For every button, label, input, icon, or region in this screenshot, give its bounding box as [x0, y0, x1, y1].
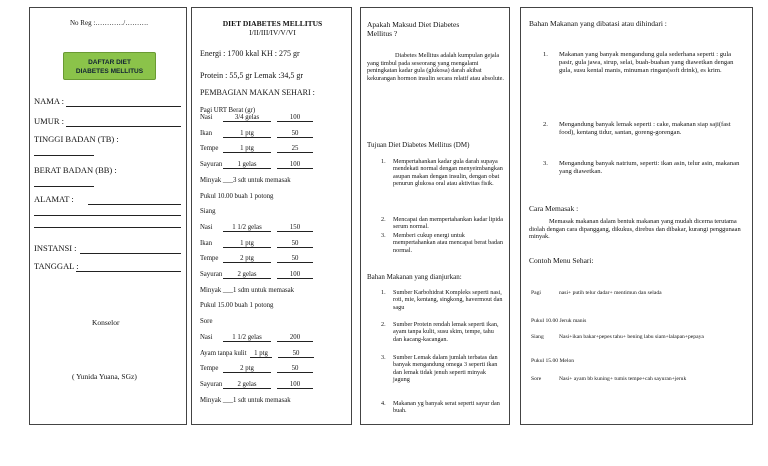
field-tanggal-line[interactable] [76, 271, 181, 272]
column-header: Pagi URT Berat (gr) [200, 107, 256, 114]
food-name: Sayuran [200, 161, 223, 169]
avoid-item: Mengandung banyak natrium, seperti: ikan asin, telur asin, makanan yang diawetkan. [559, 160, 740, 175]
recommended-item: Sumber Protein rendah lemak seperti ikan, ayam tanpa kulit, susu skim, tempe, tahu dan kacang-kacangan. [393, 321, 499, 343]
recommended-item: Makanan yg banyak serat seperti sayur dan buah. [393, 400, 500, 415]
diet-note: Pukul 15.00 buah 1 potong [200, 302, 274, 310]
field-alamat-line-1[interactable] [88, 204, 181, 205]
badge-line-1: DAFTAR DIET [88, 59, 131, 66]
food-weight: 100 [277, 161, 313, 169]
food-weight: 25 [277, 145, 313, 153]
goal-item: Mempertahankan kadar gula darah supaya mendekati normal dengan menyeimbangkan asupan makan dengan insulin, dengan obat penurun glukosa oral atau aktivitas fisik. [393, 158, 503, 188]
diet-row [200, 224, 313, 232]
diet-title: DIET DIABETES MELLITUS [222, 19, 323, 28]
definition-body: Diabetes Mellitus adalah kumpulan gejala yang timbul pada seseorang yang mengalami peningkatan kadar gula (glukosa) darah akibat kekurangan hormon insulin secara relatif atau absolute. [367, 52, 504, 82]
panel-restrictions [520, 7, 753, 425]
food-name: Ikan [200, 129, 213, 137]
food-weight: 150 [277, 224, 313, 232]
food-weight: 100 [277, 381, 313, 389]
goal-number: 3. [381, 232, 386, 239]
avoid-title: Bahan Makanan yang dibatasi atau dihindari : [529, 19, 667, 28]
field-berat-badan: BERAT BADAN (BB) : [34, 165, 117, 175]
field-berat-badan-line[interactable] [34, 186, 94, 187]
food-portion: 3/4 gelas [223, 114, 271, 122]
avoid-number: 1. [543, 51, 548, 58]
food-weight: 100 [277, 114, 313, 122]
recommended-number: 4. [381, 400, 386, 407]
food-weight: 50 [277, 365, 313, 373]
menu-dishes: Nasi+ ayam bb kuning+ tumis tempe+cah sayuran+jeruk [559, 376, 687, 382]
food-weight: 50 [277, 240, 313, 248]
field-nama: NAMA : [34, 96, 64, 106]
avoid-item: Mengandung banyak lemak seperti : cake, makanan siap saji(fast food), kentang tidur, santan, goreng-gorengan. [559, 121, 731, 136]
cooking-title: Cara Memasak : [529, 204, 579, 213]
signer-title: Konselor [92, 318, 120, 327]
food-name: Sayuran [200, 271, 223, 278]
goal-item: Mencapai dan mempertahankan kadar lipida serum normal. [393, 216, 503, 231]
food-portion: 1 ptg [250, 350, 272, 358]
food-name: Tempe [200, 145, 219, 153]
field-tanggal: TANGGAL : [34, 261, 79, 271]
recommended-number: 3. [381, 354, 386, 361]
food-portion: 2 ptg [223, 365, 271, 373]
food-weight: 50 [277, 130, 313, 138]
food-portion: 1 ptg [223, 240, 271, 248]
diet-row [200, 350, 314, 358]
field-umur: UMUR : [34, 116, 64, 126]
food-portion: 2 gelas [223, 381, 271, 389]
panel-information [360, 7, 510, 425]
food-portion: 1 1/2 gelas [223, 224, 271, 232]
food-weight: 200 [277, 334, 313, 342]
cooking-body: Memasak makanan dalam bentuk makanan yang mudah dicerna terutama diolah dengan cara dipanggang, dikukus, direbus dan dibakar, kurangi penggunaan minyak. [529, 218, 741, 241]
panel-diet-plan [191, 7, 352, 425]
menu-title: Contoh Menu Sehari: [529, 256, 594, 265]
food-name: Tempe [200, 255, 219, 263]
energy-line: Energi : 1700 kkal KH : 275 gr [200, 49, 300, 58]
badge-line-2: DIABETES MELLITUS [75, 68, 144, 75]
diet-note: Pukul 10.00 buah 1 potong [200, 192, 274, 200]
food-name: Nasi [200, 333, 213, 341]
recommended-item: Sumber Lemak dalam jumlah terbatas dan banyak mengandung omega 3 seperti ikan dan lemak tidak jenuh seperti minyak jagung [393, 354, 498, 384]
diet-row [200, 255, 313, 263]
goal-number: 2. [381, 216, 386, 223]
field-umur-line[interactable] [66, 126, 181, 127]
field-alamat: ALAMAT : [34, 194, 74, 204]
field-tinggi-badan: TINGGI BADAN (TB) : [34, 134, 119, 144]
menu-dishes: Nasi+ikan bakar+pepes tahu+ bening labu siam+lalapan+pepaya [559, 334, 704, 340]
menu-dishes: nasi+ putih telur dadar+ mentimun dan selada [559, 290, 662, 296]
recommended-number: 1. [381, 289, 386, 296]
diet-row [200, 145, 313, 153]
protein-line: Protein : 55,5 gr Lemak :34,5 gr [200, 71, 304, 80]
menu-time: Pukul 10.00 Jeruk manis [531, 318, 587, 324]
menu-time: Siang [531, 334, 544, 340]
field-alamat-line-3[interactable] [34, 227, 181, 228]
field-alamat-line-2[interactable] [34, 215, 181, 216]
avoid-number: 2. [543, 121, 548, 128]
food-weight: 50 [278, 350, 314, 358]
food-name: Ayam tanpa kulit [200, 349, 247, 357]
food-weight: 100 [277, 271, 313, 279]
food-name: Nasi [200, 114, 213, 121]
food-portion: 1 ptg [223, 145, 271, 153]
diet-row [200, 271, 313, 279]
field-tinggi-badan-line[interactable] [34, 155, 94, 156]
recommended-title: Bahan Makanan yang dianjurkan: [367, 273, 462, 281]
registration-number: No Reg :…………/………. [70, 19, 148, 27]
meal-heading: Sore [200, 318, 213, 326]
diet-row [200, 161, 313, 169]
diet-class: I/II/III/IV/V/VI [249, 28, 296, 37]
goal-number: 1. [381, 158, 386, 165]
food-portion: 1 ptg [223, 130, 271, 138]
diet-note: Minyak ___3 sdt untuk memasak [200, 176, 291, 184]
diet-row [200, 130, 313, 138]
section-title: PEMBAGIAN MAKAN SEHARI : [200, 88, 315, 97]
field-nama-line[interactable] [66, 106, 181, 107]
food-portion: 2 gelas [223, 271, 271, 279]
diet-note: Minyak ___1 sdt untuk memasak [200, 396, 291, 404]
meal-heading: Siang [200, 208, 216, 216]
signer-name: ( Yunida Yuana, SGz) [72, 372, 137, 381]
avoid-item: Makanan yang banyak mengandung gula sederhana seperti : gula pasir, gula jawa, sirup, selai, buah-buahan yang diawetkan dengan gula, susu kental manis, minuman ringan(soft drink), es krim. [559, 51, 734, 74]
recommended-number: 2. [381, 321, 386, 328]
food-portion: 1 1/2 gelas [223, 334, 271, 342]
definition-title: Apakah Maksud Diet Diabetes Mellitus ? [367, 20, 460, 38]
recommended-item: Sumber Karbohidrat Kompleks seperti nasi, roti, mie, kentang, singkong, havermout dan sagu [393, 289, 503, 311]
diet-row [200, 240, 313, 248]
diet-row [200, 114, 313, 122]
food-weight: 50 [277, 255, 313, 263]
menu-time: Sore [531, 376, 542, 382]
food-name: Sayuran [200, 380, 223, 388]
food-portion: 2 ptg [223, 255, 271, 263]
diet-row [200, 365, 313, 373]
menu-time: Pukul 15.00 Melon [531, 358, 575, 364]
panel-identity [29, 7, 187, 425]
food-portion: 1 gelas [223, 161, 271, 169]
goal-item: Memberi cukup energi untuk mempertahankan atau mencapai berat badan normal. [393, 232, 503, 254]
goals-title: Tujuan Diet Diabetes Mellitus (DM) [367, 141, 470, 149]
diet-row [200, 334, 313, 342]
food-name: Tempe [200, 365, 219, 373]
menu-time: Pagi [531, 290, 541, 296]
title-badge [63, 52, 156, 80]
field-instansi: INSTANSI : [34, 243, 77, 253]
food-name: Ikan [200, 239, 213, 247]
diet-row [200, 381, 313, 389]
diet-note: Minyak ___1 sdm untuk memasak [200, 286, 295, 294]
avoid-number: 3. [543, 160, 548, 167]
field-instansi-line[interactable] [80, 253, 181, 254]
food-name: Nasi [200, 223, 213, 231]
